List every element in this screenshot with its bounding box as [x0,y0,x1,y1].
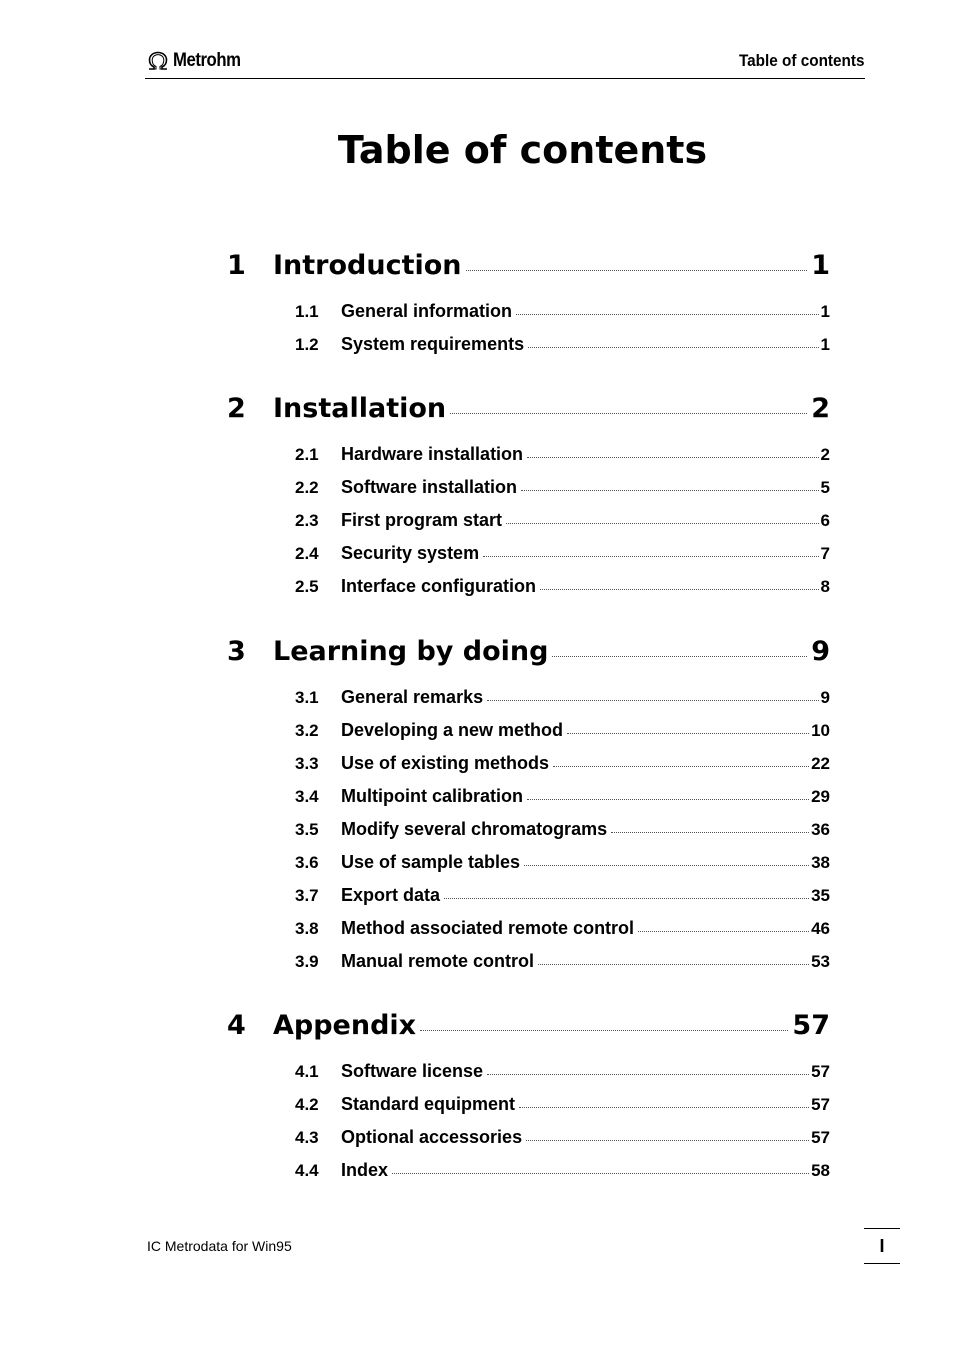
section-number: 3.4 [295,787,319,806]
section-page: 1 [820,335,830,354]
section-page: 8 [820,577,830,596]
section-title: General remarks [341,687,484,707]
logo-text: Metrohm [173,50,241,71]
chapter-number: 3 [227,636,246,667]
toc-section[interactable] [295,334,830,358]
dot-leader [483,556,818,557]
toc-section[interactable] [295,477,830,501]
section-number: 2.5 [295,577,319,596]
section-title: Optional accessories [341,1127,523,1147]
section-title: Multipoint calibration [341,786,523,806]
chapter-page: 1 [811,250,830,281]
section-number: 3.6 [295,853,319,872]
section-page: 2 [820,445,830,464]
toc-chapter[interactable] [227,250,830,286]
section-number: 4.4 [295,1161,319,1180]
chapter-title: Installation [273,393,447,424]
section-page: 46 [811,919,830,938]
section-title: Use of sample tables [341,852,521,872]
section-title: First program start [341,510,503,530]
header-section-title: Table of contents [738,51,864,70]
dot-leader [540,589,819,590]
section-title: Method associated remote control [341,918,635,938]
toc-section[interactable] [295,1127,830,1151]
dot-leader [516,314,819,315]
section-number: 2.2 [295,478,319,497]
chapter-title: Introduction [273,250,462,281]
dot-leader [553,766,809,767]
chapter-number: 4 [227,1010,246,1041]
section-page: 58 [811,1161,830,1180]
dot-leader [521,490,819,491]
section-title: Software installation [341,477,518,497]
section-page: 10 [811,721,830,740]
page-title: Table of contents [337,128,708,172]
toc-section[interactable] [295,753,830,777]
section-page: 38 [811,853,830,872]
dot-leader [466,270,808,271]
omega-icon [146,50,170,72]
section-number: 4.1 [295,1062,319,1081]
chapter-title: Appendix [273,1010,417,1041]
dot-leader [528,347,818,348]
section-number: 4.3 [295,1128,319,1147]
toc-section[interactable] [295,786,830,810]
toc-section[interactable] [295,819,830,843]
dot-leader [444,898,809,899]
section-title: Index [341,1160,389,1180]
section-title: Software license [341,1061,484,1081]
dot-leader [450,413,807,414]
chapter-title: Learning by doing [273,636,549,667]
dot-leader [392,1173,809,1174]
chapter-page: 2 [811,393,830,424]
dot-leader [527,457,818,458]
chapter-number: 2 [227,393,246,424]
section-page: 53 [811,952,830,971]
section-number: 3.7 [295,886,319,905]
section-number: 3.9 [295,952,319,971]
dot-leader [420,1030,788,1031]
section-page: 57 [811,1095,830,1114]
footer-page-number: I [864,1228,900,1264]
toc-chapter[interactable] [227,393,830,429]
section-title: Use of existing methods [341,753,550,773]
dot-leader [506,523,818,524]
toc-section[interactable] [295,687,830,711]
toc-section[interactable] [295,1061,830,1085]
dot-leader [487,1074,809,1075]
dot-leader [638,931,809,932]
chapter-number: 1 [227,250,246,281]
section-title: Modify several chromatograms [341,819,608,839]
dot-leader [552,656,807,657]
section-page: 1 [820,302,830,321]
section-number: 3.2 [295,721,319,740]
dot-leader [519,1107,809,1108]
page-header [145,48,865,79]
dot-leader [526,1140,809,1141]
toc-chapter[interactable] [227,636,830,672]
toc-section[interactable] [295,885,830,909]
section-page: 22 [811,754,830,773]
section-number: 2.1 [295,445,319,464]
dot-leader [538,964,809,965]
section-title: Manual remote control [341,951,535,971]
toc-section[interactable] [295,852,830,876]
section-page: 9 [820,688,830,707]
section-number: 2.3 [295,511,319,530]
dot-leader [527,799,809,800]
section-title: Security system [341,543,480,563]
toc-section[interactable] [295,543,830,567]
toc-section[interactable] [295,301,830,325]
dot-leader [611,832,809,833]
section-title: Developing a new method [341,720,564,740]
toc-section[interactable] [295,510,830,534]
toc-chapter[interactable] [227,1010,830,1046]
section-page: 35 [811,886,830,905]
footer-document-name: IC Metrodata for Win95 [147,1238,292,1254]
section-page: 36 [811,820,830,839]
section-number: 1.1 [295,302,319,321]
dot-leader [524,865,809,866]
section-title: System requirements [341,334,525,354]
section-number: 3.3 [295,754,319,773]
section-page: 57 [811,1062,830,1081]
section-number: 3.1 [295,688,319,707]
section-number: 2.4 [295,544,319,563]
chapter-page: 57 [792,1010,830,1041]
toc-section[interactable] [295,918,830,942]
toc-section[interactable] [295,951,830,975]
toc-section[interactable] [295,720,830,744]
section-title: General information [341,301,513,321]
section-title: Export data [341,885,441,905]
section-page: 5 [820,478,830,497]
section-number: 3.8 [295,919,319,938]
dot-leader [567,733,809,734]
chapter-page: 9 [811,636,830,667]
section-number: 3.5 [295,820,319,839]
section-page: 7 [820,544,830,563]
section-title: Interface configuration [341,576,537,596]
section-number: 1.2 [295,335,319,354]
toc-section[interactable] [295,1094,830,1118]
toc-section[interactable] [295,576,830,600]
section-number: 4.2 [295,1095,319,1114]
metrohm-logo [146,50,250,72]
toc-section[interactable] [295,1160,830,1184]
section-page: 6 [820,511,830,530]
section-title: Hardware installation [341,444,524,464]
dot-leader [487,700,818,701]
section-page: 29 [811,787,830,806]
section-title: Standard equipment [341,1094,516,1114]
toc-section[interactable] [295,444,830,468]
section-page: 57 [811,1128,830,1147]
